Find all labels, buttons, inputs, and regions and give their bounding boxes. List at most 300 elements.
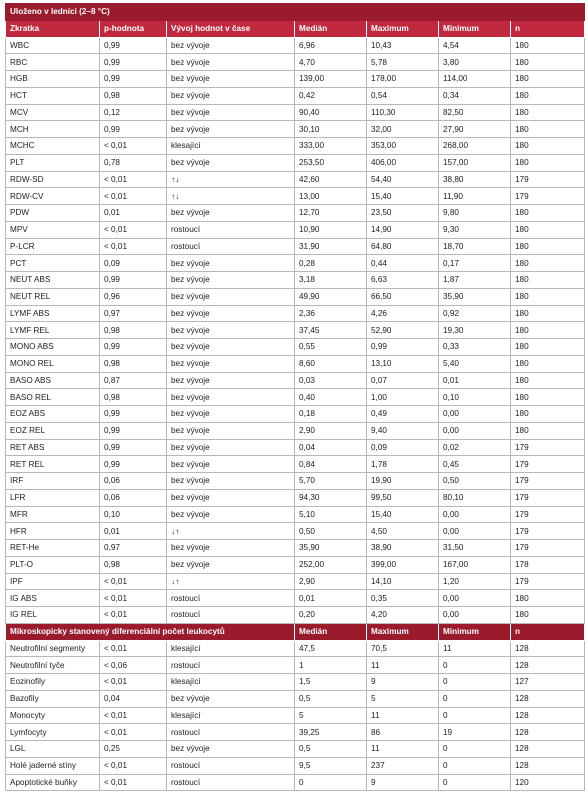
cell-maximum: 9: [367, 774, 439, 791]
table-row: [6, 556, 585, 573]
cell-n: 180: [511, 104, 585, 121]
table-row: [6, 171, 585, 188]
cell-n: 180: [511, 138, 585, 155]
table-row: [6, 238, 585, 255]
cell-abbreviation: EOZ ABS: [6, 406, 100, 423]
cell-trend: bez vývoje: [167, 305, 295, 322]
cell-p-value: 0,97: [100, 540, 167, 557]
cell-minimum: 9,80: [439, 205, 511, 222]
cell-trend: bez vývoje: [167, 154, 295, 171]
section-title: Uloženo v ledníci (2–8 °C): [6, 4, 585, 21]
microscopy-header-row: [6, 623, 585, 640]
cell-median: 47,5: [295, 640, 367, 657]
cell-median: 252,00: [295, 556, 367, 573]
cell-abbreviation: MFR: [6, 506, 100, 523]
cell-n: 128: [511, 640, 585, 657]
cell-maximum: 23,50: [367, 205, 439, 222]
cell-minimum: 5,40: [439, 355, 511, 372]
cell-minimum: 18,70: [439, 238, 511, 255]
cell-median: 1,5: [295, 674, 367, 691]
cell-abbreviation: IG ABS: [6, 590, 100, 607]
table-row: [6, 54, 585, 71]
cell-p-value: 0,99: [100, 121, 167, 138]
table-row: [6, 372, 585, 389]
table-row: [6, 473, 585, 490]
cell-p-value: 0,96: [100, 288, 167, 305]
cell-p-value: 0,99: [100, 406, 167, 423]
cell-maximum: 0,44: [367, 255, 439, 272]
cell-n: 180: [511, 339, 585, 356]
cell-trend: ↓↑: [167, 523, 295, 540]
cell-maximum: 70,5: [367, 640, 439, 657]
cell-median: 42,60: [295, 171, 367, 188]
cell-median: 0,40: [295, 389, 367, 406]
cell-median: 0,04: [295, 439, 367, 456]
cell-abbreviation: MONO REL: [6, 355, 100, 372]
table-row: [6, 322, 585, 339]
cell-n: 180: [511, 154, 585, 171]
cell-trend: bez vývoje: [167, 540, 295, 557]
cell-minimum: 31,50: [439, 540, 511, 557]
table-row: [6, 674, 585, 691]
cell-trend: bez vývoje: [167, 288, 295, 305]
cell-maximum: 178,00: [367, 71, 439, 88]
cell-abbreviation: RET ABS: [6, 439, 100, 456]
cell-n: 180: [511, 121, 585, 138]
cell-trend: bez vývoje: [167, 37, 295, 54]
header-n: n: [511, 20, 585, 37]
column-header-row: [6, 20, 585, 37]
cell-p-value: 0,98: [100, 355, 167, 372]
table-row: [6, 657, 585, 674]
cell-abbreviation: BASO REL: [6, 389, 100, 406]
cell-abbreviation: NEUT REL: [6, 288, 100, 305]
microscopy-header-minimum: Minimum: [439, 623, 511, 640]
cell-trend: rostoucí: [167, 221, 295, 238]
cell-minimum: 82,50: [439, 104, 511, 121]
cell-median: 35,90: [295, 540, 367, 557]
cell-p-value: < 0,01: [100, 707, 167, 724]
results-table-container: [5, 3, 584, 791]
cell-minimum: 4,54: [439, 37, 511, 54]
cell-abbreviation: Monocyty: [6, 707, 100, 724]
cell-trend: bez vývoje: [167, 87, 295, 104]
cell-median: 49,90: [295, 288, 367, 305]
cell-minimum: 268,00: [439, 138, 511, 155]
cell-n: 180: [511, 205, 585, 222]
results-table: [5, 3, 585, 791]
cell-n: 180: [511, 322, 585, 339]
cell-median: 5,10: [295, 506, 367, 523]
cell-median: 10,90: [295, 221, 367, 238]
cell-abbreviation: P-LCR: [6, 238, 100, 255]
cell-p-value: 0,99: [100, 37, 167, 54]
cell-minimum: 38,80: [439, 171, 511, 188]
cell-p-value: < 0,01: [100, 724, 167, 741]
cell-median: 2,90: [295, 573, 367, 590]
cell-minimum: 0,01: [439, 372, 511, 389]
cell-minimum: 9,30: [439, 221, 511, 238]
cell-n: 180: [511, 71, 585, 88]
cell-p-value: 0,06: [100, 473, 167, 490]
table-row: [6, 590, 585, 607]
cell-maximum: 0,49: [367, 406, 439, 423]
cell-trend: bez vývoje: [167, 489, 295, 506]
cell-trend: rostoucí: [167, 757, 295, 774]
cell-median: 2,90: [295, 422, 367, 439]
cell-minimum: 0: [439, 774, 511, 791]
cell-median: 0,84: [295, 456, 367, 473]
cell-trend: rostoucí: [167, 724, 295, 741]
cell-maximum: 0,99: [367, 339, 439, 356]
cell-minimum: 35,90: [439, 288, 511, 305]
cell-p-value: < 0,01: [100, 138, 167, 155]
cell-maximum: 1,78: [367, 456, 439, 473]
cell-trend: rostoucí: [167, 607, 295, 624]
cell-maximum: 5,78: [367, 54, 439, 71]
cell-maximum: 9,40: [367, 422, 439, 439]
cell-abbreviation: Lymfocyty: [6, 724, 100, 741]
cell-median: 5,70: [295, 473, 367, 490]
cell-maximum: 4,20: [367, 607, 439, 624]
table-row: [6, 607, 585, 624]
cell-maximum: 15,40: [367, 506, 439, 523]
cell-minimum: 0: [439, 757, 511, 774]
cell-minimum: 3,80: [439, 54, 511, 71]
table-row: [6, 389, 585, 406]
cell-minimum: 0: [439, 741, 511, 758]
cell-minimum: 1,20: [439, 573, 511, 590]
cell-minimum: 19,30: [439, 322, 511, 339]
cell-trend: klesající: [167, 138, 295, 155]
cell-minimum: 0,50: [439, 473, 511, 490]
table-row: [6, 724, 585, 741]
cell-abbreviation: RDW-SD: [6, 171, 100, 188]
table-row: [6, 741, 585, 758]
cell-p-value: 0,87: [100, 372, 167, 389]
cell-maximum: 11: [367, 741, 439, 758]
cell-p-value: 0,04: [100, 690, 167, 707]
cell-trend: bez vývoje: [167, 205, 295, 222]
cell-n: 179: [511, 540, 585, 557]
cell-abbreviation: NEUT ABS: [6, 272, 100, 289]
microscopy-rows: [6, 640, 585, 791]
cell-minimum: 80,10: [439, 489, 511, 506]
cell-abbreviation: MONO ABS: [6, 339, 100, 356]
cell-maximum: 10,43: [367, 37, 439, 54]
cell-median: 30,10: [295, 121, 367, 138]
cell-abbreviation: BASO ABS: [6, 372, 100, 389]
cell-trend: klesající: [167, 707, 295, 724]
microscopy-header-maximum: Maximum: [367, 623, 439, 640]
cell-median: 0,01: [295, 590, 367, 607]
cell-abbreviation: HCT: [6, 87, 100, 104]
cell-p-value: 0,98: [100, 87, 167, 104]
cell-n: 179: [511, 573, 585, 590]
cell-minimum: 0,00: [439, 422, 511, 439]
cell-p-value: 0,99: [100, 456, 167, 473]
table-row: [6, 523, 585, 540]
cell-abbreviation: Neutrofilní tyče: [6, 657, 100, 674]
cell-abbreviation: MCH: [6, 121, 100, 138]
cell-trend: bez vývoje: [167, 272, 295, 289]
cell-maximum: 4,50: [367, 523, 439, 540]
cell-n: 178: [511, 556, 585, 573]
table-row: [6, 87, 585, 104]
cell-p-value: 0,09: [100, 255, 167, 272]
table-row: [6, 71, 585, 88]
cell-n: 180: [511, 255, 585, 272]
cell-median: 0: [295, 774, 367, 791]
cell-median: 8,60: [295, 355, 367, 372]
cell-trend: bez vývoje: [167, 71, 295, 88]
cell-minimum: 0,02: [439, 439, 511, 456]
cell-minimum: 0,00: [439, 590, 511, 607]
cell-abbreviation: PLT-O: [6, 556, 100, 573]
cell-minimum: 0,17: [439, 255, 511, 272]
cell-abbreviation: MCV: [6, 104, 100, 121]
cell-maximum: 399,00: [367, 556, 439, 573]
cell-trend: bez vývoje: [167, 473, 295, 490]
cell-maximum: 9: [367, 674, 439, 691]
cell-median: 333,00: [295, 138, 367, 155]
microscopy-section-title: Mikroskopicky stanovený diferenciální počet leukocytů: [6, 623, 295, 640]
cell-trend: ↑↓: [167, 188, 295, 205]
cell-n: 128: [511, 757, 585, 774]
cell-abbreviation: LYMF REL: [6, 322, 100, 339]
table-row: [6, 255, 585, 272]
cell-maximum: 32,00: [367, 121, 439, 138]
cell-abbreviation: Neutrofilní segmenty: [6, 640, 100, 657]
analyzer-rows: [6, 37, 585, 623]
cell-p-value: 0,12: [100, 104, 167, 121]
cell-abbreviation: PLT: [6, 154, 100, 171]
cell-abbreviation: Holé jaderné stíny: [6, 757, 100, 774]
table-row: [6, 355, 585, 372]
cell-p-value: 0,99: [100, 339, 167, 356]
cell-p-value: < 0,01: [100, 171, 167, 188]
table-row: [6, 272, 585, 289]
cell-p-value: < 0,01: [100, 757, 167, 774]
cell-trend: bez vývoje: [167, 406, 295, 423]
cell-trend: bez vývoje: [167, 372, 295, 389]
cell-maximum: 0,07: [367, 372, 439, 389]
cell-trend: klesající: [167, 674, 295, 691]
cell-p-value: 0,98: [100, 556, 167, 573]
cell-abbreviation: Eozinofily: [6, 674, 100, 691]
cell-median: 0,03: [295, 372, 367, 389]
cell-n: 180: [511, 87, 585, 104]
cell-trend: bez vývoje: [167, 104, 295, 121]
cell-p-value: 0,25: [100, 741, 167, 758]
cell-trend: bez vývoje: [167, 339, 295, 356]
header-median: Medián: [295, 20, 367, 37]
cell-p-value: 0,99: [100, 54, 167, 71]
cell-minimum: 0,00: [439, 506, 511, 523]
cell-abbreviation: PCT: [6, 255, 100, 272]
cell-trend: klesající: [167, 640, 295, 657]
cell-trend: bez vývoje: [167, 54, 295, 71]
cell-minimum: 19: [439, 724, 511, 741]
cell-n: 179: [511, 523, 585, 540]
cell-minimum: 0,45: [439, 456, 511, 473]
cell-maximum: 0,54: [367, 87, 439, 104]
cell-trend: rostoucí: [167, 590, 295, 607]
cell-median: 0,5: [295, 690, 367, 707]
cell-p-value: 0,98: [100, 389, 167, 406]
cell-maximum: 0,09: [367, 439, 439, 456]
cell-p-value: < 0,01: [100, 221, 167, 238]
cell-trend: bez vývoje: [167, 389, 295, 406]
table-row: [6, 188, 585, 205]
cell-trend: rostoucí: [167, 657, 295, 674]
cell-maximum: 406,00: [367, 154, 439, 171]
cell-maximum: 237: [367, 757, 439, 774]
cell-minimum: 0,10: [439, 389, 511, 406]
cell-maximum: 38,90: [367, 540, 439, 557]
cell-median: 94,30: [295, 489, 367, 506]
cell-maximum: 14,90: [367, 221, 439, 238]
cell-n: 180: [511, 590, 585, 607]
cell-maximum: 11: [367, 707, 439, 724]
cell-abbreviation: IPF: [6, 573, 100, 590]
cell-n: 180: [511, 272, 585, 289]
cell-minimum: 11,90: [439, 188, 511, 205]
cell-n: 180: [511, 355, 585, 372]
cell-p-value: 0,99: [100, 272, 167, 289]
table-row: [6, 221, 585, 238]
cell-maximum: 14,10: [367, 573, 439, 590]
cell-n: 179: [511, 456, 585, 473]
cell-maximum: 5: [367, 690, 439, 707]
cell-abbreviation: MPV: [6, 221, 100, 238]
cell-p-value: < 0,01: [100, 607, 167, 624]
microscopy-header-n: n: [511, 623, 585, 640]
cell-median: 0,42: [295, 87, 367, 104]
cell-minimum: 0,00: [439, 523, 511, 540]
header-abbreviation: Zkratka: [6, 20, 100, 37]
cell-p-value: 0,99: [100, 71, 167, 88]
table-row: [6, 757, 585, 774]
cell-p-value: < 0,06: [100, 657, 167, 674]
table-row: [6, 690, 585, 707]
cell-p-value: < 0,01: [100, 640, 167, 657]
cell-trend: bez vývoje: [167, 741, 295, 758]
table-row: [6, 205, 585, 222]
cell-abbreviation: MCHC: [6, 138, 100, 155]
cell-p-value: 0,99: [100, 439, 167, 456]
cell-maximum: 4,26: [367, 305, 439, 322]
cell-n: 127: [511, 674, 585, 691]
cell-p-value: 0,10: [100, 506, 167, 523]
cell-maximum: 54,40: [367, 171, 439, 188]
header-p-value: p-hodnota: [100, 20, 167, 37]
cell-abbreviation: LYMF ABS: [6, 305, 100, 322]
cell-trend: ↑↓: [167, 171, 295, 188]
cell-minimum: 0,00: [439, 406, 511, 423]
cell-abbreviation: HFR: [6, 523, 100, 540]
cell-maximum: 66,50: [367, 288, 439, 305]
cell-minimum: 0,33: [439, 339, 511, 356]
cell-abbreviation: EOZ REL: [6, 422, 100, 439]
cell-median: 13,00: [295, 188, 367, 205]
cell-maximum: 110,30: [367, 104, 439, 121]
table-row: [6, 288, 585, 305]
cell-n: 180: [511, 221, 585, 238]
cell-n: 180: [511, 238, 585, 255]
cell-abbreviation: Apoptotické buňky: [6, 774, 100, 791]
cell-p-value: < 0,01: [100, 774, 167, 791]
header-trend: Vývoj hodnot v čase: [167, 20, 295, 37]
header-minimum: Minimum: [439, 20, 511, 37]
section-title-row: [6, 4, 585, 21]
cell-minimum: 11: [439, 640, 511, 657]
cell-median: 2,36: [295, 305, 367, 322]
microscopy-header: [6, 623, 585, 640]
cell-median: 6,96: [295, 37, 367, 54]
cell-n: 179: [511, 489, 585, 506]
cell-minimum: 0: [439, 657, 511, 674]
cell-median: 90,40: [295, 104, 367, 121]
cell-maximum: 353,00: [367, 138, 439, 155]
cell-median: 0,50: [295, 523, 367, 540]
cell-trend: bez vývoje: [167, 456, 295, 473]
cell-minimum: 0,34: [439, 87, 511, 104]
cell-median: 5: [295, 707, 367, 724]
cell-maximum: 15,40: [367, 188, 439, 205]
cell-minimum: 157,00: [439, 154, 511, 171]
cell-maximum: 0,35: [367, 590, 439, 607]
cell-trend: rostoucí: [167, 774, 295, 791]
cell-median: 0,28: [295, 255, 367, 272]
header-maximum: Maximum: [367, 20, 439, 37]
cell-n: 179: [511, 188, 585, 205]
cell-abbreviation: Bazofily: [6, 690, 100, 707]
cell-minimum: 1,87: [439, 272, 511, 289]
cell-abbreviation: RET-He: [6, 540, 100, 557]
cell-trend: bez vývoje: [167, 439, 295, 456]
cell-n: 180: [511, 406, 585, 423]
table-row: [6, 540, 585, 557]
cell-n: 180: [511, 389, 585, 406]
cell-abbreviation: IG REL: [6, 607, 100, 624]
cell-median: 253,50: [295, 154, 367, 171]
cell-abbreviation: LGL: [6, 741, 100, 758]
cell-abbreviation: WBC: [6, 37, 100, 54]
cell-n: 179: [511, 171, 585, 188]
cell-median: 0,5: [295, 741, 367, 758]
cell-n: 180: [511, 422, 585, 439]
cell-median: 0,20: [295, 607, 367, 624]
table-row: [6, 707, 585, 724]
cell-trend: ↓↑: [167, 573, 295, 590]
cell-n: 179: [511, 506, 585, 523]
cell-n: 128: [511, 690, 585, 707]
cell-n: 180: [511, 54, 585, 71]
cell-p-value: 0,78: [100, 154, 167, 171]
table-row: [6, 439, 585, 456]
table-row: [6, 305, 585, 322]
table-row: [6, 121, 585, 138]
cell-trend: bez vývoje: [167, 355, 295, 372]
cell-n: 180: [511, 305, 585, 322]
cell-p-value: < 0,01: [100, 238, 167, 255]
cell-abbreviation: RBC: [6, 54, 100, 71]
cell-p-value: 0,06: [100, 489, 167, 506]
cell-median: 9,5: [295, 757, 367, 774]
cell-n: 179: [511, 473, 585, 490]
cell-p-value: 0,99: [100, 422, 167, 439]
